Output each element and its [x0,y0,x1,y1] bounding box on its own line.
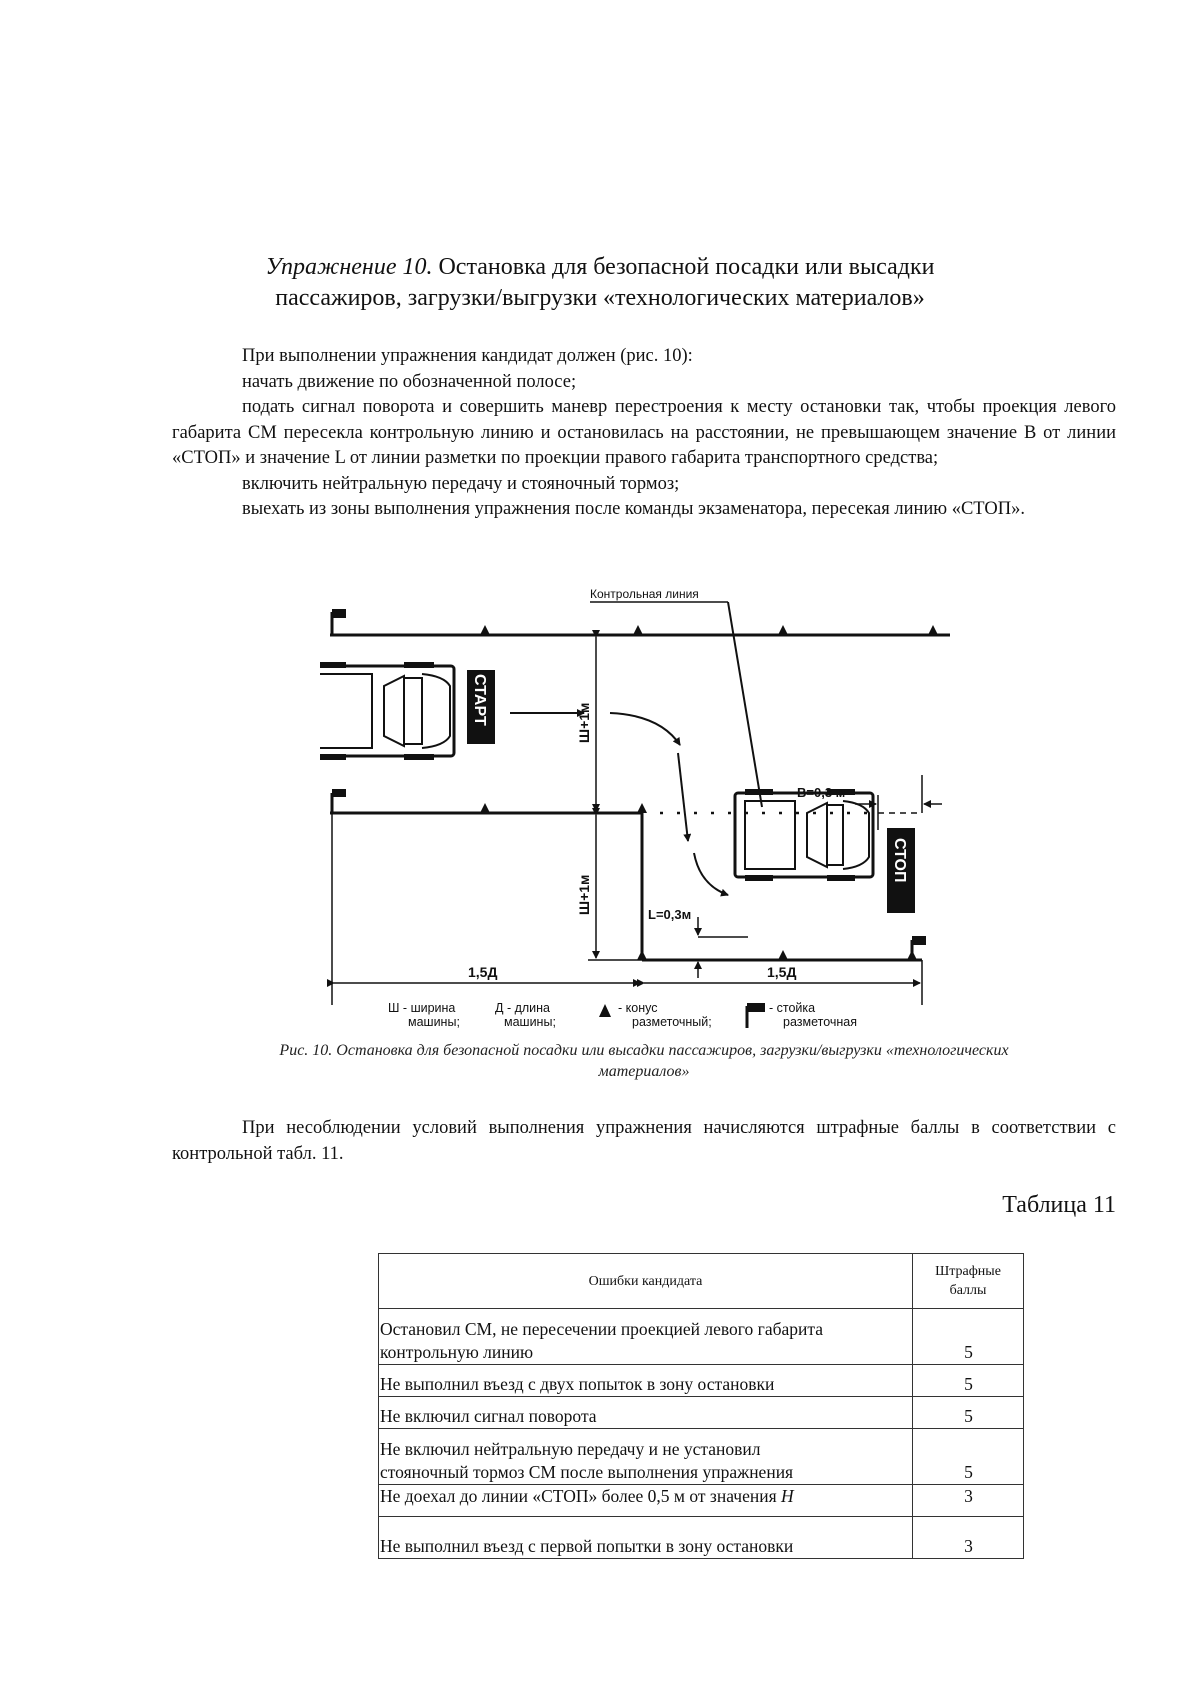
post-top-left [332,609,346,635]
error-line-1: Остановил СМ, не пересечении проекцией левого габарита [380,1319,824,1339]
car-start [320,662,454,760]
header-points [913,1254,1024,1309]
caption-line-2: материалов» [598,1063,690,1080]
title-line-1 [150,252,1050,283]
title-lead: Упражнение 10. [265,254,433,280]
arrow-turn-2 [694,853,728,895]
length-label-left: 1,5Д [468,964,498,980]
penalty-note-text: При несоблюдении условий выполнения упражнения начисляются штрафные баллы в соответствии с контрольной табл. 11. [172,1118,1116,1164]
legend-cone-2: разметочный; [632,1015,712,1029]
error-line-2: стояночный тормоз СМ после выполнения упражнения [380,1462,794,1482]
penalty-note [172,1115,1116,1167]
exercise-diagram [320,585,960,1030]
points-cell: 5 [913,1397,1024,1429]
table-row [379,1365,1024,1397]
post-middle-left [332,789,346,813]
legend-post-1: - стойка [769,1001,816,1015]
error-cell: Не включил сигнал поворота [379,1397,913,1429]
points-cell: 5 [913,1309,1024,1365]
title-line-2: пассажиров, загрузки/выгрузки «технологических материалов» [275,285,925,311]
legend-cone-1: - конус [618,1001,658,1015]
instructions [172,344,1116,523]
control-line-label: Контрольная линия [590,587,699,601]
penalty-table [378,1253,1024,1559]
points-cell: 3 [913,1517,1024,1559]
header-points-1: Штрафные [935,1264,1001,1279]
paragraph-exit: выехать из зоны выполнения упражнения после команды экзаменатора, пересекая линию «СТОП». [242,499,1025,519]
error-cell [379,1485,913,1517]
legend-length-2: машины; [504,1015,556,1029]
error-cell [379,1309,913,1365]
error-italic: Н [781,1486,794,1506]
control-line-pointer [728,602,762,807]
start-label: СТАРТ [471,674,488,726]
arrow-down [678,753,688,841]
table-row [379,1485,1024,1517]
error-line-1: Не доехал до линии «СТОП» более 0,5 м от значения [380,1486,777,1506]
header-points-2: баллы [949,1283,987,1298]
car-stopped [735,789,873,881]
table-row [379,1517,1024,1559]
legend-length-1: Д - длина [495,1001,550,1015]
paragraph-start: начать движение по обозначенной полосе; [242,371,577,392]
title-rest: Остановка для безопасной посадки или высадки [432,254,935,280]
table-row [379,1397,1024,1429]
paragraph-neutral: включить нейтральную передачу и стояночный тормоз; [242,473,680,494]
points-cell: 5 [913,1429,1024,1485]
legend-post-icon [747,1003,765,1028]
error-line-1: Не включил нейтральную передачу и не установил [380,1439,761,1459]
legend [388,1001,857,1029]
error-cell: Не выполнил въезд с первой попытки в зону остановки [379,1517,913,1559]
legend-cone-icon [599,1004,611,1017]
exercise-title [150,252,1050,314]
table-row [379,1309,1024,1365]
error-line-2: контрольную линию [380,1342,534,1362]
points-cell: 3 [913,1485,1024,1517]
b-dim-label: В=0,3 м [797,785,846,800]
stop-label: СТОП [891,838,908,883]
error-cell: Не выполнил въезд с двух попыток в зону остановки [379,1365,913,1397]
points-cell: 5 [913,1365,1024,1397]
error-cell [379,1429,913,1485]
header-errors: Ошибки кандидата [379,1254,913,1309]
legend-width-2: машины; [408,1015,460,1029]
width-dim-bottom-label: Ш+1м [576,874,592,915]
paragraph-intro: При выполнении упражнения кандидат должен (рис. 10): [242,346,693,366]
width-dim-top-label: Ш+1м [576,702,592,743]
paragraph-signal: подать сигнал поворота и совершить маневр перестроения к месту остановки так, чтобы проекция левого габарита СМ пересекла контрольную линию и остановилась на расстоянии, не превышающем значение В от линии «СТОП» и значение L от линии разметки по проекции правого габарита транспортного средства; [172,397,1116,468]
l-dim-label: L=0,3м [648,907,692,922]
legend-width-1: Ш - ширина [388,1001,456,1015]
arrow-turn-1 [610,713,680,745]
figure-caption [172,1040,1116,1082]
caption-line-1: Рис. 10. Остановка для безопасной посадки или высадки пассажиров, загрузки/выгрузки «технологических [279,1042,1009,1059]
table-row [379,1429,1024,1485]
table-header-row [379,1254,1024,1309]
table-label: Таблица 11 [1002,1192,1116,1218]
legend-post-2: разметочная [783,1015,858,1029]
length-label-right: 1,5Д [767,964,797,980]
